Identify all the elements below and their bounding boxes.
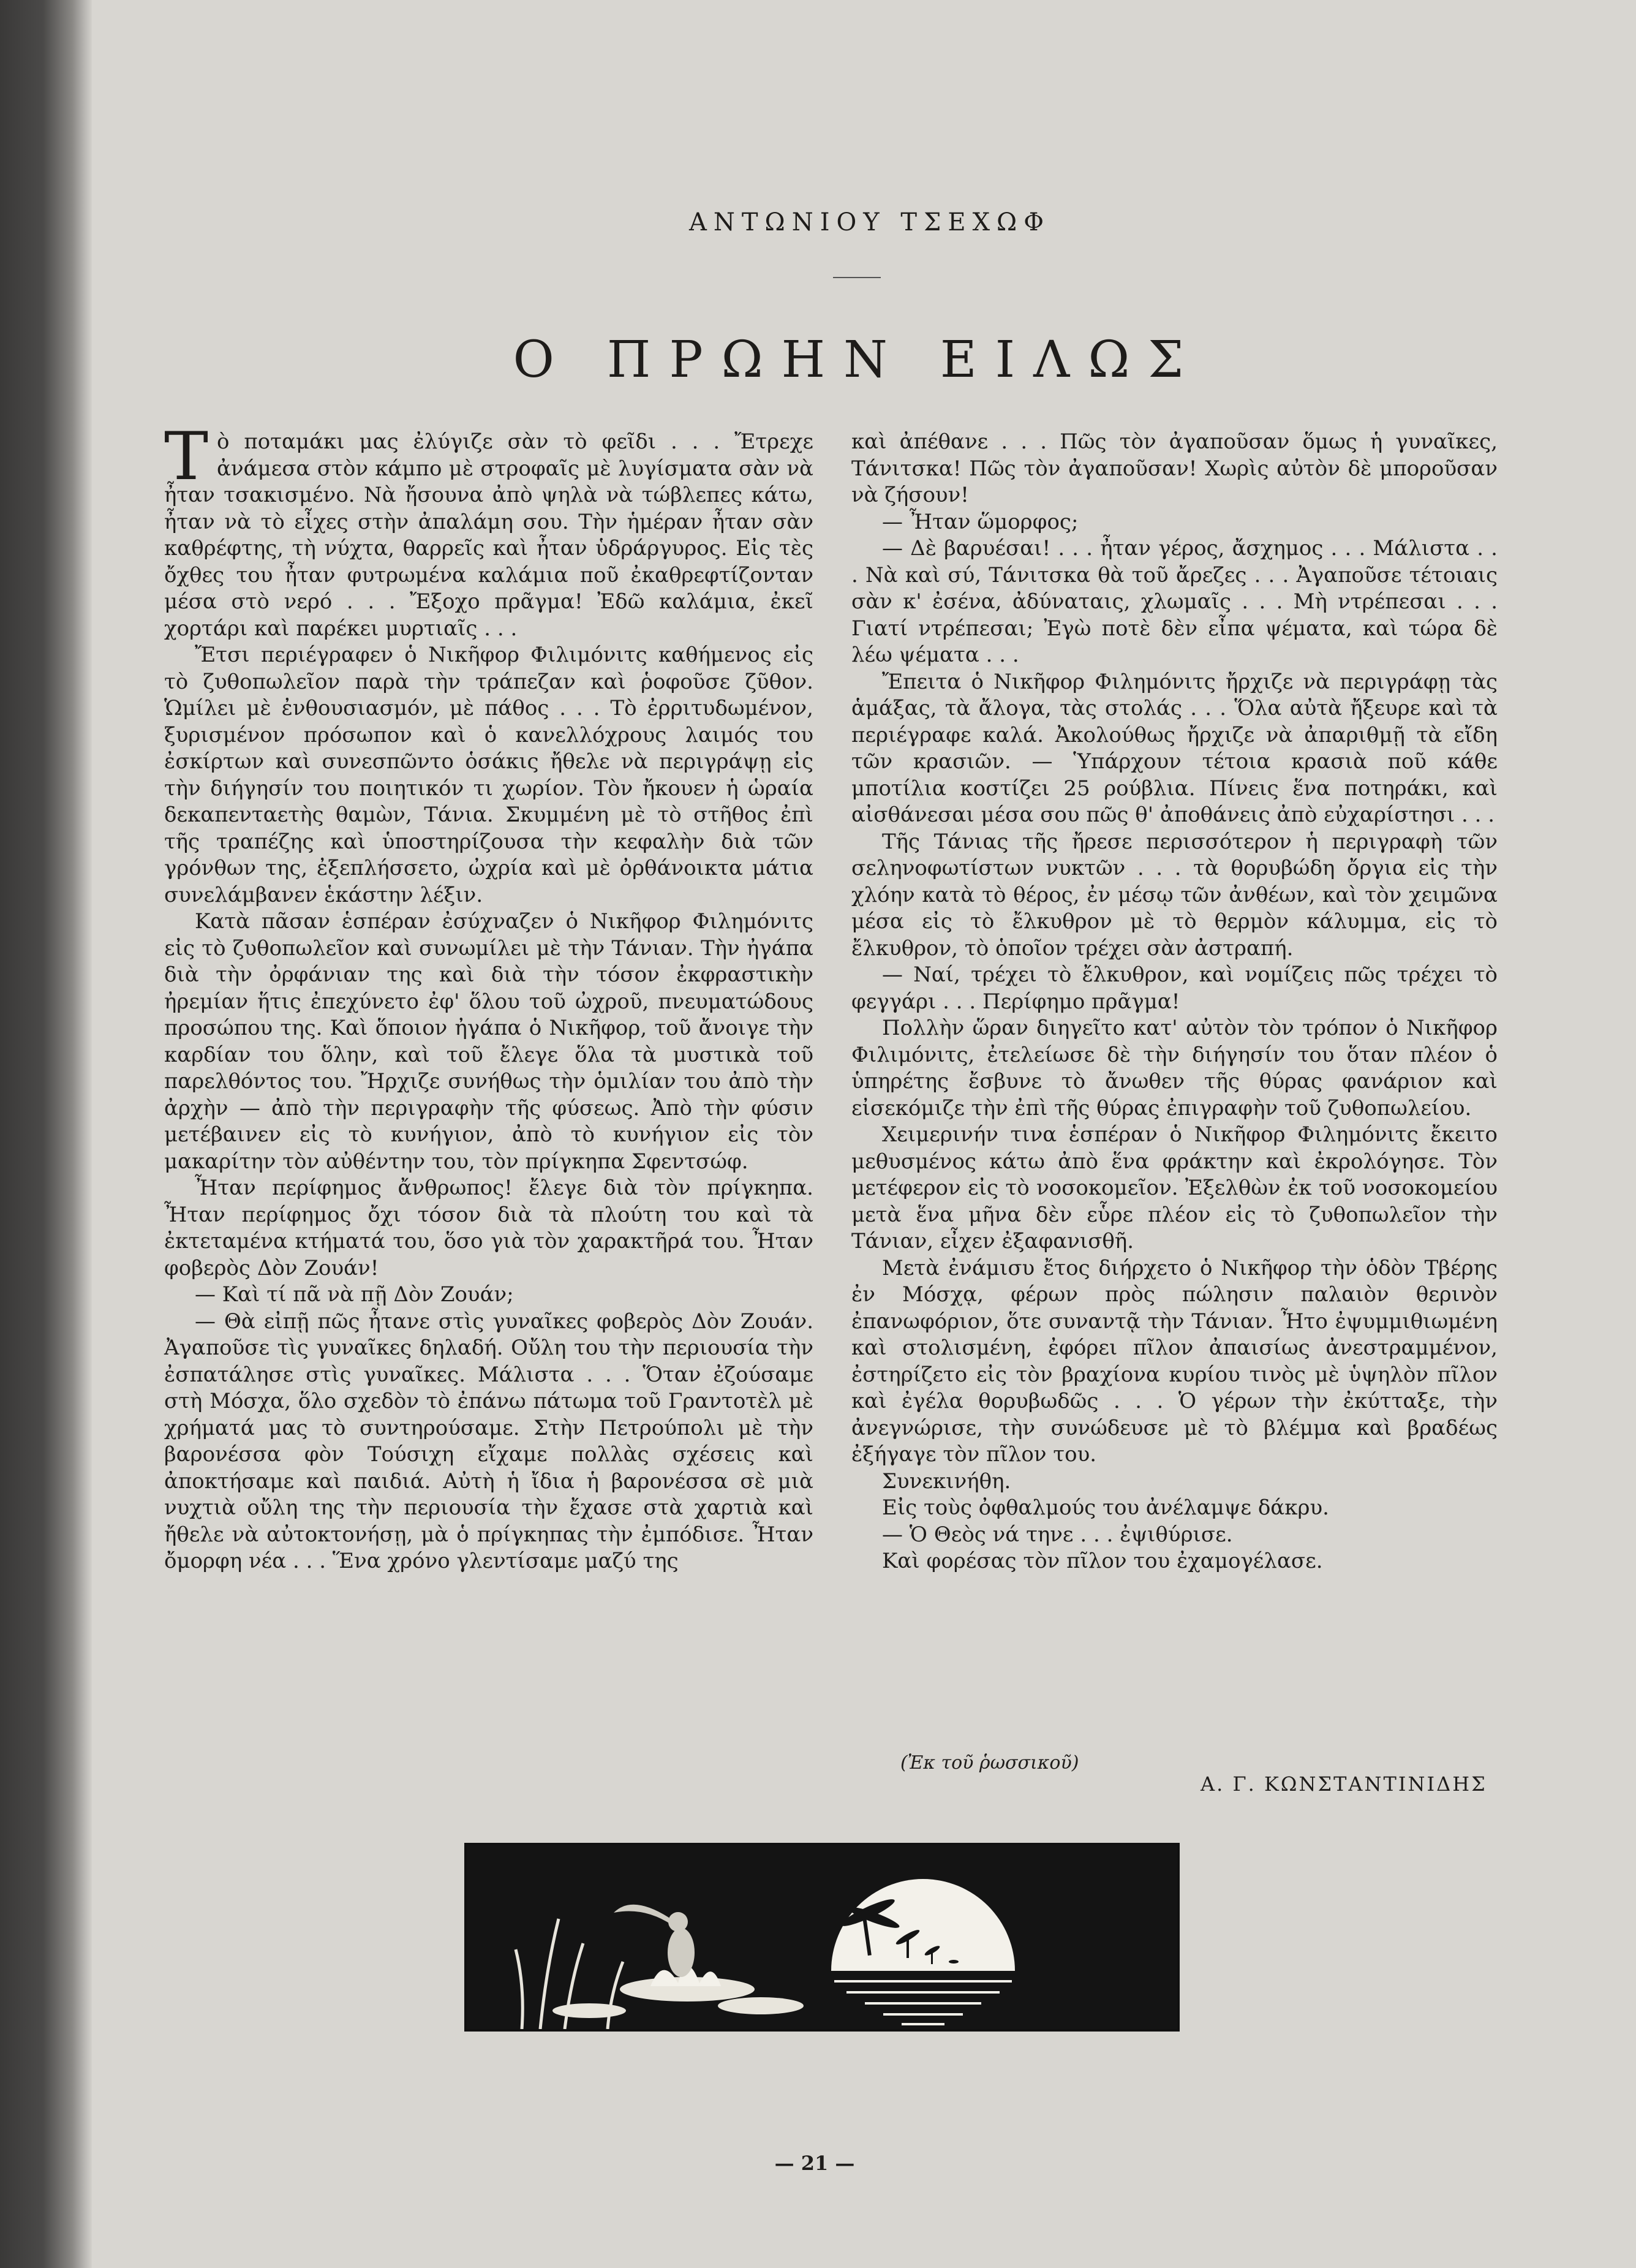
right-text-column — [851, 429, 1498, 1575]
paragraph: — Δὲ βαρυέσαι! . . . ἦταν γέρος, ἄσχημος . . . Μάλιστα . . . Νὰ καὶ σύ, Τάνιτσκα θὰ τοῦ ἄρεζες . . . Ἀγαποῦσε τέτοιαις σὰν κ' ἐσένα, ἀδύναταις, χλωμαῖς . . . Μὴ ντρέπεσαι . . . Γιατί ντρέπεσαι; Ἐγὼ ποτὲ δὲν εἶπα ψέματα, καὶ τώρα δὲ λέω ψέματα . . . — [851, 536, 1498, 667]
paragraph: Ἔπειτα ὁ Νικῆφορ Φιλημόνιτς ἤρχιζε νὰ περιγράφῃ τὰς ἁμάξας, τὰ ἄλογα, τὰς στολάς . . . Ὅλα αὐτὰ ἤξευρε καὶ τὰ περιέγραφε καλά. Ἀκολούθως ἤρχιζε νὰ ἀπαριθμῇ τὰ εἴδη τῶν κρασιῶν. — Ὑπάρχουν τέτοια κρασιὰ ποῦ κάθε μποτίλια κοστίζει 25 ρούβλια. Πίνεις ἕνα ποτηράκι, καὶ αἰσθάνεσαι μέσα σου πῶς θ' ἀποθάνεις ἀπὸ εὐχαρίστησι . . . — [851, 669, 1498, 827]
article-author-header: ΑΝΤΩΝΙΟΥ ΤΣΕΧΩΦ — [688, 208, 1051, 236]
paragraph: Πολλὴν ὥραν διηγεῖτο κατ' αὐτὸν τὸν τρόπον ὁ Νικῆφορ Φιλιμόνιτς, ἐτελείωσε δὲ τὴν διήγησίν του ὅταν πλέον ὁ ὑπηρέτης ἔσβυνε τὸ ἄνωθεν τῆς θύρας φανάριον καὶ εἰσεκόμιζε τὴν ἐπὶ τῆς θύρας ἐπιγραφὴν τοῦ ζυθοπωλείου. — [851, 1016, 1498, 1121]
drop-cap: Τ — [164, 418, 209, 495]
paragraph: Τῆς Τάνιας τῆς ἤρεσε περισσότερον ἡ περιγραφὴ τῶν σεληνοφωτίστων νυκτῶν . . . τὰ θορυβώδη ὄργια εἰς τὴν χλόην κατὰ τὸ θέρος, ἐν μέσῳ τῶν ἀνθέων, καὶ τὸν χειμῶνα μέσα εἰς τὸ ἔλκυθρον μὲ τὸ θερμὸν κάλυμμα, εἰς τὸ ἔλκυθρον, τὸ ὁποῖον τρέχει σὰν ἀστραπή. — [851, 829, 1498, 961]
decorative-vignette — [464, 1843, 1180, 2032]
paragraph: Χειμερινήν τινα ἑσπέραν ὁ Νικῆφορ Φιλημόνιτς ἔκειτο μεθυσμένος κάτω ἀπὸ ἕνα φράκτην καὶ ἐκρoλόγησε. Τὸν μετέφερον εἰς τὸ νοσοκομεῖον. Ἐξελθὼν ἐκ τοῦ νοσοκομείου μετὰ ἕνα μῆνα δὲν εὗρε πλέον εἰς τὸ ζυθοπωλεῖον τὴν Τάνιαν, εἶχεν ἐξαφανισθῆ. — [851, 1122, 1498, 1253]
paragraph: Μετὰ ἐνάμισυ ἔτος διήρχετο ὁ Νικῆφορ τὴν ὁδὸν Τβέρης ἐν Μόσχᾳ, φέρων πρὸς πώλησιν παλαιὸν θερινὸν ἐπανωφόριον, ὅτε συναντᾷ τὴν Τάνιαν. Ἦτο ἐψυμμιθιωμένη καὶ στολισμένη, ἐφόρει πῖλον ἀπαισίως ἀνεστραμμένον, ἐστηρίζετο εἰς τὸν βραχίονα κυρίου τινὸς μὲ ὑψηλὸν πῖλον καὶ ἐγέλα θορυβωδῶς . . . Ὁ γέρων τὴν ἐκύτταξε, τὴν ἀνεγνώρισε, τὴν συνώδευσε μὲ τὸ βλέμμα καὶ βραδέως ἐξήγαγε τὸν πῖλον του. — [851, 1255, 1498, 1467]
paragraph-text: ὸ ποταμάκι μας ἐλύγιζε σὰν τὸ φεῖδι . . . Ἔτρεχε ἀνάμεσα στὸν κάμπο μὲ στροφαῖς μὲ λυγίσματα σὰν νὰ ἦταν τσακισμένο. Νὰ ἤσουνα ἀπὸ ψηλὰ νὰ τώβλεπες κάτω, ἦταν νὰ τὸ εἶχες στὴν ἀπαλάμη σου. Τὴν ἡμέραν ἦταν σὰν καθρέφτης, τὴ νύχτα, θαρρεῖς καὶ ἦταν ὑδράργυρος. Εἰς τὲς ὄχθες του ἦταν φυτρωμένα καλάμια ποῦ ἐκαθρεφτίζονταν μέσα στὸ νερό . . . Ἔξοχο πρᾶγμα! Ἐδῶ καλάμια, ἐκεῖ χορτάρι καὶ παρέκει μυρτιαῖς . . . — [164, 429, 813, 641]
translator-signature: Α. Γ. ΚΩΝΣΤΑΝΤΙΝΙΔΗΣ — [1201, 1772, 1487, 1796]
book-binding-edge — [0, 0, 92, 2268]
translation-source-note: (Ἐκ τοῦ ῥωσσικοῦ) — [900, 1752, 1079, 1774]
moon-lake-illustration — [467, 1845, 1177, 2029]
paragraph: — Ὁ Θεὸς νά τηνε . . . ἐψιθύρισε. — [882, 1522, 1233, 1547]
paragraph: Καὶ φορέσας τὸν πῖλον του ἐχαμογέλασε. — [882, 1549, 1323, 1573]
article-title: Ο ΠΡΩΗΝ ΕΙΛΩΣ — [513, 331, 1202, 389]
paragraph: — Ναί, τρέχει τὸ ἔλκυθρον, καὶ νομίζεις πῶς τρέχει τὸ φεγγάρι . . . Περίφημο πρᾶγμα! — [851, 962, 1498, 1014]
paragraph: — Καὶ τί πᾶ νὰ πῇ Δὸν Ζουάν; — [195, 1282, 514, 1307]
paragraph: Συνεκινήθη. — [882, 1469, 1011, 1494]
header-divider — [833, 277, 881, 278]
paragraph: — Θὰ εἰπῇ πῶς ἦτανε στὶς γυναῖκες φοβερὸς Δὸν Ζουάν. Ἀγαποῦσε τὶς γυναῖκες δηλαδή. Οὔλη του τὴν περιουσία τὴν ἐσπατάλησε στὶς γυναῖκες. Μάλιστα . . . Ὅταν ἐζούσαμε στὴ Μόσχα, ὅλο σχεδὸν τὸ ἐπάνω πάτωμα τοῦ Γραντοτὲλ μὲ χρήματά μας τὸ συντηρούσαμε. Στὴν Πετρούπολι μὲ τὴν βαρονέσσα φὸν Τούσιχη εἴχαμε πολλὰς σχέσεις καὶ ἀποκτήσαμε καὶ παιδιά. Αὐτὴ ἡ ἴδια ἡ βαρονέσσα σὲ μιὰ νυχτιὰ οὔλη της τὴν περιουσία τὴν ἔχασε στὰ χαρτιὰ καὶ ἤθελε νὰ αὐτοκτονήσῃ, μὰ ὁ πρίγκηπας τὴν ἐμπόδισε. Ἦταν ὄμορφη νέα . . . Ἕνα χρόνο γλεντίσαμε μαζύ της — [164, 1309, 813, 1573]
paragraph: Ἔτσι περιέγραφεν ὁ Νικῆφορ Φιλιμόνιτς καθήμενος εἰς τὸ ζυθοπωλεῖον παρὰ τὴν τράπεζαν καὶ ῥοφοῦσε ζῦθον. Ὡμίλει μὲ ἐνθουσιασμόν, μὲ πάθος . . . Τὸ ἐρριτυδωμένον, ξυρισμένον πρόσωπον καὶ ὁ κανελλόχρους λαιμός του ἐσκίρτων καὶ συνεσπῶντο ὁσάκις ἤθελε νὰ περιγράψῃ εἰς τὴν διήγησίν του ποιητικόν τι χωρίον. Τὸν ἤκουεν ἡ ὡραία δεκαπενταετὴς θαμὼν, Τάνια. Σκυμμένη μὲ τὸ στῆθος ἐπὶ τῆς τραπέζης καὶ ὑποστηρίζουσα τὴν κεφαλὴν διὰ τῶν γρόνθων της, ἐξεπλήσσετο, ὠχρία καὶ μὲ ὀρθάνοικτα μάτια συνελάμβανεν ἑκάστην λέξιν. — [164, 643, 813, 907]
left-text-column — [164, 418, 813, 1575]
page-number: — 21 — — [774, 2152, 855, 2175]
paragraph: Κατὰ πᾶσαν ἑσπέραν ἐσύχναζεν ὁ Νικῆφορ Φιλημόνιτς εἰς τὸ ζυθοπωλεῖον καὶ συνωμίλει μὲ τὴν Τάνιαν. Τὴν ἠγάπα διὰ τὴν ὀρφάνιαν της καὶ διὰ τὴν τόσον ἐκφραστικὴν ἠρεμίαν ἥτις ἐπεχύνετο ἐφ' ὅλου τοῦ ὠχροῦ, πνευματώδους προσώπου της. Καὶ ὅποιον ἠγάπα ὁ Νικῆφορ, τοῦ ἄνοιγε τὴν καρδίαν του ὅλην, καὶ τοῦ ἔλεγε ὅλα τὰ μυστικὰ τοῦ παρελθόντος του. Ἤρχιζε συνήθως τὴν ὁμιλίαν του ἀπὸ τὴν ἀρχὴν — ἀπὸ τὴν περιγραφὴν τῆς φύσεως. Ἀπὸ τὴν φύσιν μετέβαινεν εἰς τὸ κυνήγιον, ἀπὸ τὸ κυνήγιον εἰς τὸν μακαρίτην τὸν αὐθέντην του, τὸν πρίγκηπα Σφεντσώφ. — [164, 909, 813, 1174]
paragraph — [164, 418, 813, 642]
paragraph: — Ἦταν ὥμορφος; — [882, 509, 1079, 534]
paragraph: Ἦταν περίφημος ἄνθρωπος! ἔλεγε διὰ τὸν πρίγκηπα. Ἦταν περίφημος ὄχι τόσον διὰ τὰ πλούτη του καὶ τὰ ἐκτεταμένα κτήματά του, ὅσο γιὰ τὸν χαρακτῆρά του. Ἦταν φοβερὸς Δὸν Ζουάν! — [164, 1176, 813, 1280]
paragraph: Εἰς τοὺς ὀφθαλμούς του ἀνέλαμψε δάκρυ. — [882, 1495, 1329, 1520]
paragraph: καὶ ἀπέθανε . . . Πῶς τὸν ἀγαποῦσαν ὅμως ἡ γυναῖκες, Τάνιτσκα! Πῶς τὸν ἀγαποῦσαν! Χωρὶς αὐτὸν δὲ μποροῦσαν νὰ ζήσουν! — [851, 429, 1498, 507]
